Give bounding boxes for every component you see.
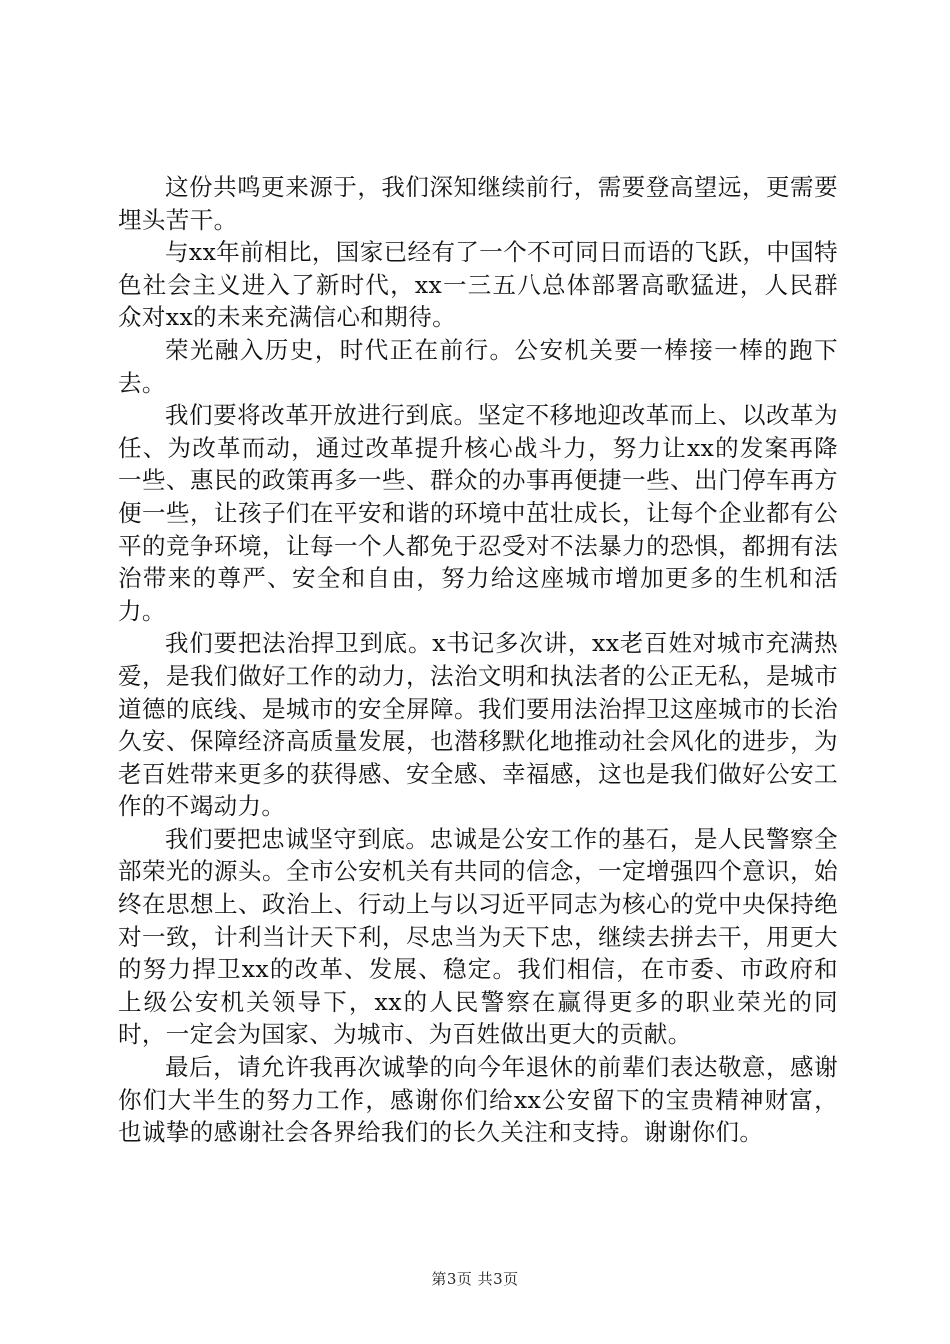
paragraph: 我们要把法治捍卫到底。x书记多次讲，xx老百姓对城市充满热爱，是我们做好工作的动力，法治文明和执法者的公正无私，是城市道德的底线、是城市的安全屏障。我们要用法治捍卫这座城市的长治久安、保障经济高质量发展，也潜移默化地推动社会风化的进步，为老百姓带来更多的获得感、安全感、幸福感，这也是我们做好公安工作的不竭动力。 — [118, 629, 838, 821]
paragraph: 这份共鸣更来源于，我们深知继续前行，需要登高望远，更需要埋头苦干。 — [118, 173, 838, 234]
paragraph: 荣光融入历史，时代正在前行。公安机关要一棒接一棒的跑下去。 — [118, 335, 838, 397]
document-body — [118, 171, 838, 1149]
paragraph: 最后，请允许我再次诚挚的向今年退休的前辈们表达敬意，感谢你们大半生的努力工作，感谢你们给xx公安留下的宝贵精神财富，也诚挚的感谢社会各界给我们的长久关注和支持。谢谢你们。 — [118, 1053, 838, 1147]
page-footer: 第3页 共3页 — [431, 1270, 519, 1288]
paragraph: 与xx年前相比，国家已经有了一个不可同日而语的飞跃，中国特色社会主义进入了新时代，xx一三五八总体部署高歌猛进，人民群众对xx的未来充满信心和期待。 — [118, 238, 838, 332]
paragraph: 我们要将改革开放进行到底。坚定不移地迎改革而上、以改革为任、为改革而动，通过改革提升核心战斗力，努力让xx的发案再降一些、惠民的政策再多一些、群众的办事再便捷一些、出门停车再方便一些，让孩子们在平安和谐的环境中茁壮成长，让每个企业都有公平的竞争环境，让每一个人都免于忍受对不法暴力的恐惧，都拥有法治带来的尊严、安全和自由，努力给这座城市增加更多的生机和活力。 — [118, 401, 838, 625]
paragraph: 我们要把忠诚坚守到底。忠诚是公安工作的基石，是人民警察全部荣光的源头。全市公安机关有共同的信念，一定增强四个意识，始终在思想上、政治上、行动上与以习近平同志为核心的党中央保持绝对一致，计利当计天下利，尽忠当为天下忠，继续去拼去干，用更大的努力捍卫xx的改革、发展、稳定。我们相信，在市委、市政府和上级公安机关领导下，xx的人民警察在赢得更多的职业荣光的同时，一定会为国家、为城市、为百姓做出更大的贡献。 — [118, 824, 838, 1049]
